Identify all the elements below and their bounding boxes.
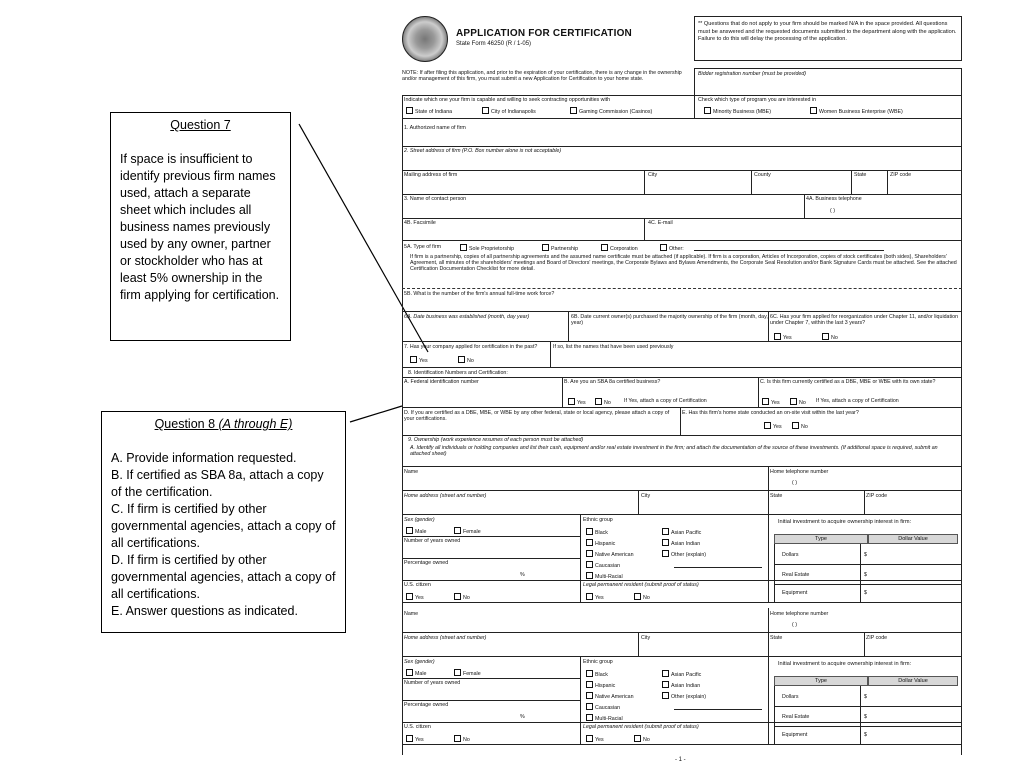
sex-male[interactable]: Male — [406, 669, 426, 677]
checkbox-icon[interactable] — [762, 398, 769, 405]
checkbox-icon[interactable] — [662, 528, 669, 535]
checkbox-icon[interactable] — [454, 735, 461, 742]
home-phone-parens: ( ) — [792, 480, 797, 486]
type-corporation[interactable]: Corporation — [601, 244, 638, 252]
ethnic-hispanic[interactable]: Hispanic — [586, 539, 615, 547]
program-label: Check which type of program you are interested in — [698, 97, 817, 103]
ethnic-native-american[interactable]: Native American — [586, 692, 634, 700]
question-7-title: Question 7 — [170, 118, 231, 132]
q8d-other-cert-label: D. If you are certified as a DBE, MBE, or WBE by any other federal, state or local agency, please attach a copy of your certifications. — [404, 410, 670, 423]
checkbox-icon[interactable] — [568, 398, 575, 405]
us-citizen-label: U.S. citizen — [404, 724, 431, 730]
investment-real-estate: Real Estate — [782, 714, 810, 720]
ethnic-black[interactable]: Black — [586, 670, 608, 678]
q5-instructions: If firm is a partnership, copies of all partnership agreements and the assumed name certificate must be attached (if applicable). If firm is a corporation, Articles of Incorporation, copies of stock certificates (both sides), Shareholders' Agreement, all minutes of the shareholders' meetings and Board of Directors' meetings, the Corporate Bylaws and Bylaws Amendments, the Corporate Seal Resolution and/or Bank Signature Cards must be attached. See the attached Certification Documentation Checklist for more detail. — [410, 254, 957, 273]
q1-firm-name-label: 1. Authorized name of firm — [404, 125, 466, 131]
q4b-fax-label: 4B. Facsimile — [404, 220, 436, 226]
checkbox-icon[interactable] — [662, 539, 669, 546]
q8c-attach-note: If Yes, attach a copy of Certification — [816, 398, 899, 404]
checkbox-icon[interactable] — [586, 735, 593, 742]
type-sole-prop[interactable]: Sole Proprietorship — [460, 244, 514, 252]
ethnic-multi-racial[interactable]: Multi-Racial — [586, 714, 623, 722]
home-phone-label: Home telephone number — [770, 469, 829, 475]
q9-heading: 9. Ownership (work experience resumes of each person must be attached) — [408, 437, 584, 443]
investment-real-estate: Real Estate — [782, 572, 810, 578]
investment-equipment: Equipment — [782, 732, 808, 738]
checkbox-icon[interactable] — [601, 244, 608, 251]
county-label: County — [754, 172, 771, 178]
ethnic-multi-racial[interactable]: Multi-Racial — [586, 572, 623, 580]
header-instructions: ** Questions that do not apply to your firm should be marked N/A in the space provided. All questions must be answered and the requested documents submitted to the department along with the application. Failure to do this will delay the processing of the application. — [698, 21, 957, 43]
investment-value-header: Dollar Value — [868, 534, 958, 544]
investment-dollars: Dollars — [782, 694, 799, 700]
investment-label: Initial investment to acquire ownership interest in firm: — [778, 519, 912, 525]
checkbox-icon[interactable] — [460, 244, 467, 251]
opportunity-gaming[interactable]: Gaming Commission (Casinos) — [570, 107, 652, 115]
form-subtitle: State Form 46250 (R / 1-05) — [456, 41, 532, 47]
note-text: NOTE: If after filing this application, and prior to the expiration of your certification, there is any change in the ownership and/or management of this firm, you must submit a new Application for Certification to your home state. — [402, 70, 682, 83]
checkbox-icon[interactable] — [662, 692, 669, 699]
checkbox-icon[interactable] — [406, 107, 413, 114]
program-mbe[interactable]: Minority Business (MBE) — [704, 107, 771, 115]
checkbox-icon[interactable] — [790, 398, 797, 405]
checkbox-icon[interactable] — [406, 527, 413, 534]
ethnic-other[interactable]: Other (explain) — [662, 692, 706, 700]
ethnic-asian-pacific[interactable]: Asian Pacific — [662, 670, 701, 678]
q3-contact-label: 3. Name of contact person — [404, 196, 467, 202]
q8b-sba-label: B. Are you an SBA 8a certified business? — [564, 379, 661, 385]
q8b-no[interactable]: No — [595, 398, 611, 406]
dollar-sign: $ — [864, 590, 867, 596]
owner-zip-label: ZIP code — [866, 635, 888, 641]
question-8-line-d: D. If firm is certified by other governmental agencies, attach a copy of all certifications. — [111, 553, 336, 601]
bidder-registration-label: Bidder registration number (must be provided) — [698, 71, 807, 77]
home-address-label: Home address (street and number) — [404, 493, 487, 499]
checkbox-icon[interactable] — [634, 735, 641, 742]
owner-name-label: Name — [404, 611, 419, 617]
resident-yes[interactable]: Yes — [586, 593, 604, 601]
percent-owned-label: Percentage owned — [404, 560, 449, 566]
resident-no[interactable]: No — [634, 593, 650, 601]
q8c-yes[interactable]: Yes — [762, 398, 780, 406]
ethnic-other[interactable]: Other (explain) — [662, 550, 706, 558]
resident-no[interactable]: No — [634, 735, 650, 743]
ethnic-asian-indian[interactable]: Asian Indian — [662, 681, 700, 689]
opportunities-label: Indicate which one your firm is capable and willing to seek contracting opportunities with — [404, 97, 611, 103]
q8c-no[interactable]: No — [790, 398, 806, 406]
checkbox-icon[interactable] — [764, 422, 771, 429]
checkbox-icon[interactable] — [660, 244, 667, 251]
q6c-no[interactable]: No — [822, 333, 838, 341]
q8a-fein-label: A. Federal identification number — [404, 379, 479, 385]
checkbox-icon[interactable] — [542, 244, 549, 251]
percent-owned-label: Percentage owned — [404, 702, 449, 708]
q8e-onsite-label: E. Has this firm's home state conducted an on-site visit within the last year? — [682, 410, 859, 416]
checkbox-icon[interactable] — [454, 593, 461, 600]
investment-type-header: Type — [774, 534, 868, 544]
q5b-workforce-label: 5B. What is the number of the firm's annual full-time work force? — [404, 291, 555, 297]
owner-city-label: City — [641, 493, 651, 499]
checkbox-icon[interactable] — [586, 572, 593, 579]
question-8-title-text: Question 8 — [154, 417, 219, 431]
citizen-yes[interactable]: Yes — [406, 593, 424, 601]
checkbox-icon[interactable] — [704, 107, 711, 114]
dollar-sign: $ — [864, 694, 867, 700]
ethnic-caucasian[interactable]: Caucasian — [586, 561, 620, 569]
checkbox-icon[interactable] — [586, 703, 593, 710]
legal-resident-label: Legal permanent resident (submit proof of status) — [583, 724, 699, 730]
dollar-sign: $ — [864, 552, 867, 558]
checkbox-icon[interactable] — [482, 107, 489, 114]
question-8-line-c: C. If firm is certified by other governmental agencies, attach a copy of all certifications. — [111, 502, 336, 550]
investment-dollars: Dollars — [782, 552, 799, 558]
q6c-reorganization-label: 6C. Has your firm applied for reorganization under Chapter 11, and/or liquidation under Chapter 7, within the last 3 years? — [770, 314, 959, 327]
home-phone-parens: ( ) — [792, 622, 797, 628]
percent-sign: % — [520, 714, 525, 720]
checkbox-icon[interactable] — [586, 550, 593, 557]
resident-yes[interactable]: Yes — [586, 735, 604, 743]
percent-sign: % — [520, 572, 525, 578]
ethnic-black[interactable]: Black — [586, 528, 608, 536]
q8e-yes[interactable]: Yes — [764, 422, 782, 430]
home-phone-label: Home telephone number — [770, 611, 829, 617]
investment-type-header: Type — [774, 676, 868, 686]
q6a-date-label: 6A. Date business was established (month, day year) — [404, 314, 530, 320]
years-owned-label: Number of years owned — [404, 538, 461, 544]
checkbox-icon[interactable] — [410, 356, 417, 363]
checkbox-icon[interactable] — [595, 398, 602, 405]
state-seal-icon — [402, 16, 448, 62]
checkbox-icon[interactable] — [454, 527, 461, 534]
q5a-type-label: 5A. Type of firm — [404, 244, 441, 250]
q7-previous-names-label: If so, list the names that have been used previously — [553, 344, 674, 350]
owner-block — [398, 608, 964, 750]
question-8-line-e: E. Answer questions as indicated. — [111, 604, 298, 618]
checkbox-icon[interactable] — [662, 670, 669, 677]
q8e-no[interactable]: No — [792, 422, 808, 430]
sex-label: Sex (gender) — [404, 517, 435, 523]
ethnic-group-label: Ethnic group — [583, 517, 613, 523]
checkbox-icon[interactable] — [822, 333, 829, 340]
page-number: - 1 - — [675, 757, 686, 763]
us-citizen-label: U.S. citizen — [404, 582, 431, 588]
checkbox-icon[interactable] — [662, 550, 669, 557]
owner-state-label: State — [770, 493, 783, 499]
investment-equipment: Equipment — [782, 590, 808, 596]
checkbox-icon[interactable] — [586, 528, 593, 535]
city-label: City — [648, 172, 658, 178]
home-address-label: Home address (street and number) — [404, 635, 487, 641]
dollar-sign: $ — [864, 714, 867, 720]
checkbox-icon[interactable] — [406, 735, 413, 742]
owner-state-label: State — [770, 635, 783, 641]
checkbox-icon[interactable] — [570, 107, 577, 114]
ethnic-asian-indian[interactable]: Asian Indian — [662, 539, 700, 547]
question-8-line-a: A. Provide information requested. — [111, 451, 297, 465]
q4a-phone-label: 4A. Business telephone — [806, 196, 862, 202]
q7-yes[interactable]: Yes — [410, 356, 428, 364]
owner-block — [398, 466, 964, 608]
checkbox-icon[interactable] — [406, 669, 413, 676]
ethnic-hispanic[interactable]: Hispanic — [586, 681, 615, 689]
checkbox-icon[interactable] — [586, 681, 593, 688]
q8-heading: 8. Identification Numbers and Certification: — [408, 370, 508, 376]
ethnic-group-label: Ethnic group — [583, 659, 613, 665]
checkbox-icon[interactable] — [810, 107, 817, 114]
ethnic-asian-pacific[interactable]: Asian Pacific — [662, 528, 701, 536]
sex-label: Sex (gender) — [404, 659, 435, 665]
checkbox-icon[interactable] — [406, 593, 413, 600]
q8c-state-cert-label: C. Is this firm currently certified as a DBE, MBE or WBE with its own state? — [760, 379, 936, 385]
checkbox-icon[interactable] — [586, 692, 593, 699]
checkbox-icon[interactable] — [586, 561, 593, 568]
owner-name-label: Name — [404, 469, 419, 475]
opportunity-city[interactable]: City of Indianapolis — [482, 107, 536, 115]
citizen-yes[interactable]: Yes — [406, 735, 424, 743]
form-title: APPLICATION FOR CERTIFICATION — [456, 28, 632, 39]
q2-street-label: 2. Street address of firm (P.O. Box number alone is not acceptable) — [404, 148, 562, 154]
q6c-yes[interactable]: Yes — [774, 333, 792, 341]
checkbox-icon[interactable] — [454, 669, 461, 676]
checkbox-icon[interactable] — [586, 714, 593, 721]
q7-no[interactable]: No — [458, 356, 474, 364]
question-8-pointer-line — [350, 406, 402, 422]
citizen-no[interactable]: No — [454, 735, 470, 743]
q9a-instructions: A. Identify all individuals or holding companies and list their cash, equipment and/or real estate investment in the firm; and attach the documentation of the source of these investments. (If additional space is required, submit an attached sheet) — [410, 445, 938, 458]
q8b-attach-note: If Yes, attach a copy of Certification — [624, 398, 707, 404]
owner-city-label: City — [641, 635, 651, 641]
years-owned-label: Number of years owned — [404, 680, 461, 686]
phone-area-code: ( ) — [830, 208, 835, 214]
state-label: State — [854, 172, 867, 178]
sex-female[interactable]: Female — [454, 527, 481, 535]
q6b-purchase-label: 6B. Date current owner(s) purchased the majority ownership of the firm (month, day, year) — [571, 314, 768, 327]
checkbox-icon[interactable] — [586, 670, 593, 677]
q7-applied-label: 7. Has your company applied for certification in the past? — [404, 344, 538, 350]
investment-label: Initial investment to acquire ownership interest in firm: — [778, 661, 912, 667]
investment-value-header: Dollar Value — [868, 676, 958, 686]
question-8-title-range: (A through E) — [218, 417, 293, 431]
sex-female[interactable]: Female — [454, 669, 481, 677]
ethnic-native-american[interactable]: Native American — [586, 550, 634, 558]
opportunity-state[interactable]: State of Indiana — [406, 107, 452, 115]
checkbox-icon[interactable] — [662, 681, 669, 688]
checkbox-icon[interactable] — [792, 422, 799, 429]
dollar-sign: $ — [864, 572, 867, 578]
checkbox-icon[interactable] — [458, 356, 465, 363]
checkbox-icon[interactable] — [586, 593, 593, 600]
question-8-line-b: B. If certified as SBA 8a, attach a copy of the certification. — [111, 468, 324, 499]
application-form — [398, 12, 964, 768]
sex-male[interactable]: Male — [406, 527, 426, 535]
program-wbe[interactable]: Women Business Enterprise (WBE) — [810, 107, 903, 115]
owner-zip-label: ZIP code — [866, 493, 888, 499]
type-partnership[interactable]: Partnership — [542, 244, 578, 252]
q8b-yes[interactable]: Yes — [568, 398, 586, 406]
citizen-no[interactable]: No — [454, 593, 470, 601]
q4c-email-label: 4C. E-mail — [648, 220, 673, 226]
checkbox-icon[interactable] — [634, 593, 641, 600]
legal-resident-label: Legal permanent resident (submit proof of status) — [583, 582, 699, 588]
ethnic-caucasian[interactable]: Caucasian — [586, 703, 620, 711]
zip-label: ZIP code — [890, 172, 912, 178]
question-7-text: If space is insufficient to identify previous firm names used, attach a separate sheet which includes all business names previously used by any owner, partner or stockholder who has at least 5% ownership in the firm applying for certification. — [120, 152, 280, 302]
checkbox-icon[interactable] — [774, 333, 781, 340]
mailing-address-label: Mailing address of firm — [404, 172, 458, 178]
dollar-sign: $ — [864, 732, 867, 738]
type-other[interactable]: Other: — [660, 244, 684, 252]
checkbox-icon[interactable] — [586, 539, 593, 546]
